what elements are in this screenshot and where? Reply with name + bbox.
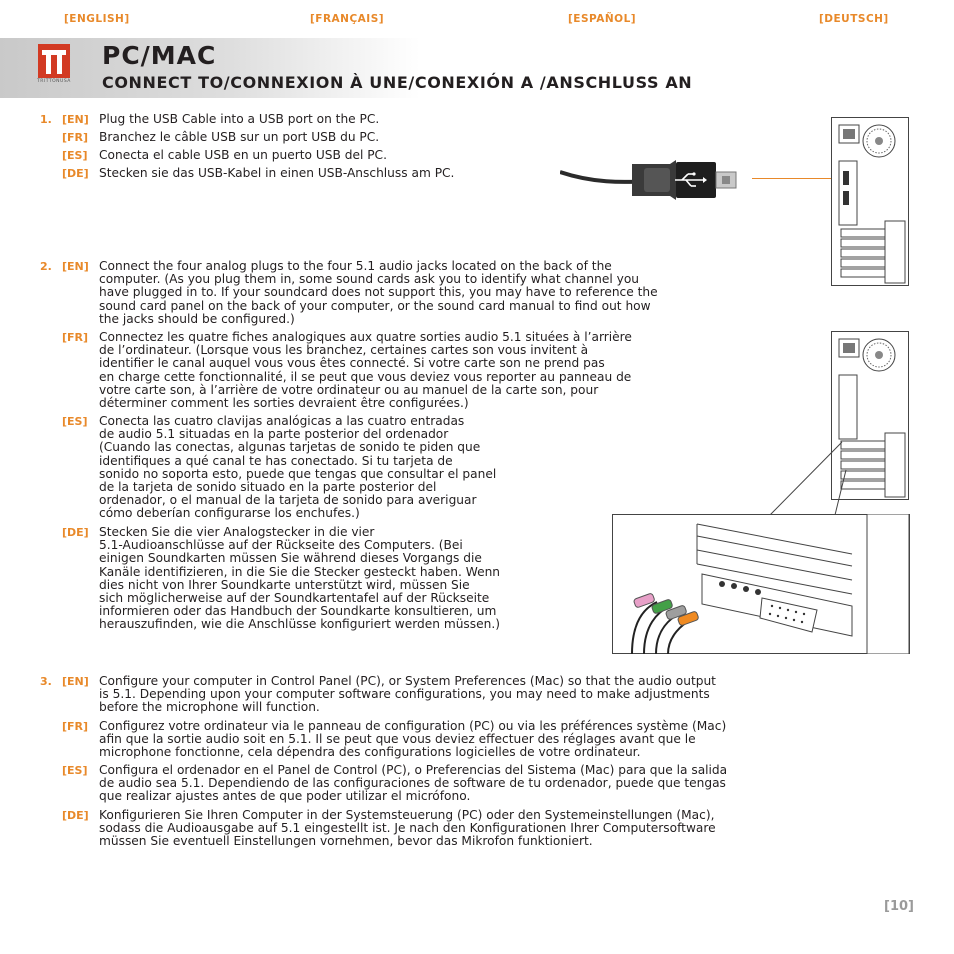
- step-3-text-de: Konfigurieren Sie Ihren Computer in der Systemsteuerung (PC) oder den Systemeinstellungen (Mac), sodass die Audioausgabe auf 5.1 eingestellt ist. Je nach den Konfigurationen Ihrer Computersoftware müssen Sie eventuell Einstellungen vornehmen, bevor das Mikrofon funktioniert.: [99, 808, 716, 849]
- step-3-text-en: Configure your computer in Control Panel (PC), or System Preferences (Mac) so that the audio output is 5.1. Depending upon your computer software configurations, you may need to make adjustments before the microphone will function.: [99, 674, 716, 715]
- lang-link-francais[interactable]: [FRANÇAIS]: [310, 13, 385, 25]
- lang-link-english[interactable]: [ENGLISH]: [64, 13, 130, 25]
- step-number: 1.: [40, 113, 52, 126]
- step-3-text-fr: Configurez votre ordinateur via le panneau de configuration (PC) ou via les préférences système (Mac) afin que la sortie audio soit en 5.1. Il se peut que vous deviez effectuer des réglages avant que le microphone fonctionne, cela dépendra des configurations logicielles de votre ordinateur.: [99, 719, 727, 760]
- step-2-text-en: Connect the four analog plugs to the four 5.1 audio jacks located on the back of the computer. (As you plug them in, some sound cards ask you to identify what channel you have plugged in to. If your soundcard does not support this, you may have to reference the sound card panel on the back of your computer, or the sound card manual to find out how the jacks should be configured.): [99, 259, 658, 326]
- logo-text: TRITTONUSA: [37, 79, 71, 84]
- tritton-logo-icon: [38, 44, 70, 78]
- step-2-text-de: Stecken Sie die vier Analogstecker in die vier 5.1-Audioanschlüsse auf der Rückseite des Computers. (Bei einigen Soundkarten müssen Sie während dieses Vorgangs die Kanäle identifizieren, in die Sie die Stecker gesteckt haben. Wenn dies nicht von Ihrer Soundkarte unterstützt wird, müssen Sie sich möglicherweise auf der Soundkartentafel auf der Rückseite informieren oder das Handbuch der Soundkarte konsultieren, um herauszufinden, wie die Anschlüsse konfiguriert werden müssen.): [99, 525, 501, 632]
- lang-tag-en: [EN]: [62, 260, 89, 273]
- step-2-text-es: Conecta las cuatro clavijas analógicas a las cuatro entradas de audio 5.1 situadas en la parte posterior del ordenador (Cuando las conectas, algunas tarjetas de sonido te piden que identifiques a qué canal te has conectado. Si tu tarjeta de sonido no soporta esto, puede que tengas que consultar el panel de la tarjeta de sonido situado en la parte posterior del ordenador, o el manual de la tarjeta de sonido para averiguar cómo deberían configurarse los enchufes.): [99, 414, 497, 521]
- lang-tag-en: [EN]: [62, 675, 89, 688]
- lang-tag-fr: [FR]: [62, 331, 89, 344]
- lang-tag-de: [DE]: [62, 167, 89, 180]
- lang-tag-de: [DE]: [62, 809, 89, 822]
- step-number: 3.: [40, 675, 52, 688]
- step-2-text-fr: Connectez les quatre fiches analogiques aux quatre sorties audio 5.1 situées à l’arrière de l’ordinateur. (Lorsque vous les branchez, certaines cartes son vous invitent à identifier le canal auquel vous vous êtes connecté. Si votre carte son ne prend pas en charge cette fonctionnalité, il se peut que vous deviez vous reporter au panneau de votre carte son, à l’arrière de votre ordinateur ou au manuel de la carte son, pour déterminer comment les sorties devraient être configurées.): [99, 330, 632, 411]
- lang-tag-fr: [FR]: [62, 131, 89, 144]
- page-title: PC/MAC: [102, 41, 217, 70]
- step-3-text-es: Configura el ordenador en el Panel de Control (PC), o Preferencias del Sistema (Mac) para que la salida de audio sea 5.1. Dependiendo de las configuraciones de software de tu ordenador, puede que tengas que realizar ajustes antes de que poder utilizar el micrófono.: [99, 763, 728, 804]
- sound-card-jacks-illustration: [612, 514, 910, 654]
- lang-link-deutsch[interactable]: [DEUTSCH]: [819, 13, 889, 25]
- step-1-text-en: Plug the USB Cable into a USB port on the PC.: [99, 112, 380, 126]
- lang-tag-en: [EN]: [62, 113, 89, 126]
- step-1-text-es: Conecta el cable USB en un puerto USB del PC.: [99, 148, 387, 162]
- usb-callout-line: [752, 178, 837, 179]
- lang-tag-es: [ES]: [62, 764, 88, 777]
- lang-tag-es: [ES]: [62, 415, 88, 428]
- step-1-text-fr: Branchez le câble USB sur un port USB du PC.: [99, 130, 380, 144]
- pc-tower-back-illustration: [831, 117, 909, 286]
- step-1-text-de: Stecken sie das USB-Kabel in einen USB-Anschluss am PC.: [99, 166, 455, 180]
- usb-cable-illustration: [560, 150, 760, 210]
- lang-tag-de: [DE]: [62, 526, 89, 539]
- language-nav: [0, 13, 954, 29]
- zoom-lines: [610, 440, 850, 520]
- lang-tag-es: [ES]: [62, 149, 88, 162]
- page-subtitle: CONNECT TO/CONNEXION À UNE/CONEXIÓN A /ANSCHLUSS AN: [102, 73, 693, 92]
- lang-tag-fr: [FR]: [62, 720, 89, 733]
- step-number: 2.: [40, 260, 52, 273]
- lang-link-espanol[interactable]: [ESPAÑOL]: [568, 13, 637, 25]
- page-number: [10]: [884, 899, 914, 914]
